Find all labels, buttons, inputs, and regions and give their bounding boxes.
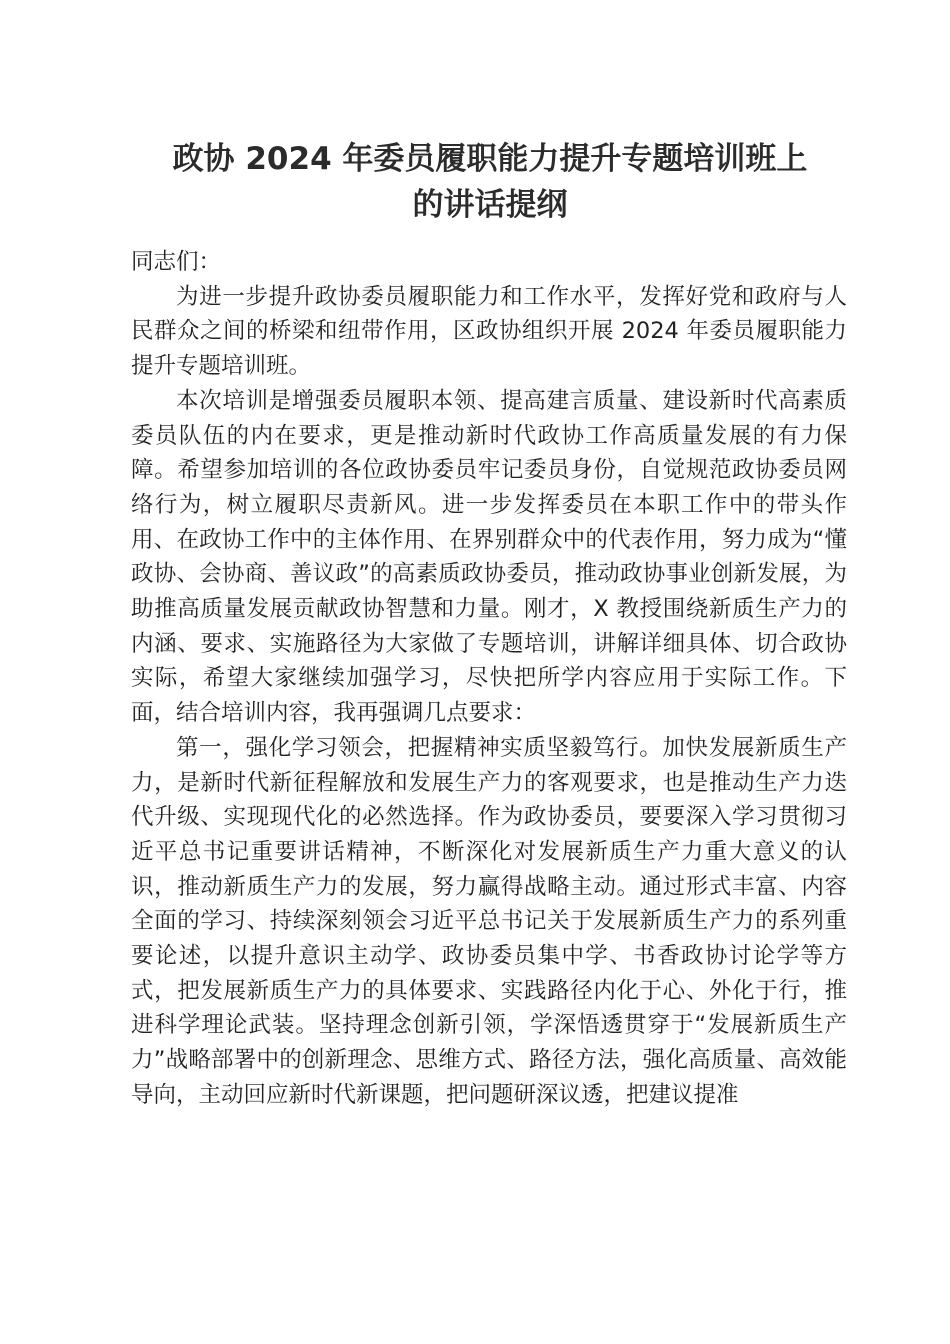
document-title-line-2: 的讲话提纲 bbox=[412, 187, 568, 223]
document-body bbox=[131, 245, 847, 1113]
greeting: 同志们： bbox=[131, 249, 222, 275]
paragraph-1: 为进一步提升政协委员履职能力和工作水平，发挥好党和政府与人民群众之间的桥梁和纽带作用，区政协组织开展 2024 年委员履职能力提升专题培训班。 bbox=[131, 283, 847, 380]
paragraph-2: 本次培训是增强委员履职本领、提高建言质量、建设新时代高素质委员队伍的内在要求，更是推动新时代政协工作高质量发展的有力保障。希望参加培训的各位政协委员牢记委员身份，自觉规范政协委员网络行为，树立履职尽责新风。进一步发挥委员在本职工作中的带头作用、在政协工作中的主体作用、在界别群众中的代表作用，努力成为“懂政协、会协商、善议政”的高素质政协委员，推动政协事业创新发展，为助推高质量发展贡献政协智慧和力量。刚才，X 教授围绕新质生产力的内涵、要求、实施路径为大家做了专题培训，讲解详细具体、切合政协实际，希望大家继续加强学习，尽快把所学内容应用于实际工作。下面，结合培训内容，我再强调几点要求： bbox=[131, 387, 847, 727]
document-title-line-1: 政协 2024 年委员履职能力提升专题培训班上 bbox=[172, 141, 808, 177]
paragraph-3: 第一，强化学习领会，把握精神实质坚毅笃行。加快发展新质生产力，是新时代新征程解放和发展生产力的客观要求，也是推动生产力迭代升级、实现现代化的必然选择。作为政协委员，要要深入学习贯彻习近平总书记重要讲话精神，不断深化对发展新质生产力重大意义的认识，推动新质生产力的发展，努力赢得战略主动。通过形式丰富、内容全面的学习、持续深刻领会习近平总书记关于发展新质生产力的系列重要论述，以提升意识主动学、政协委员集中学、书香政协讨论学等方式，把发展新质生产力的具体要求、实践路径内化于心、外化于行，推进科学理论武装。坚持理念创新引领，学深悟透贯穿于“发展新质生产力”战略部署中的创新理念、思维方式、路径方法，强化高质量、高效能导向，主动回应新时代新课题，把问题研深议透，把建议提准 bbox=[131, 734, 847, 1108]
